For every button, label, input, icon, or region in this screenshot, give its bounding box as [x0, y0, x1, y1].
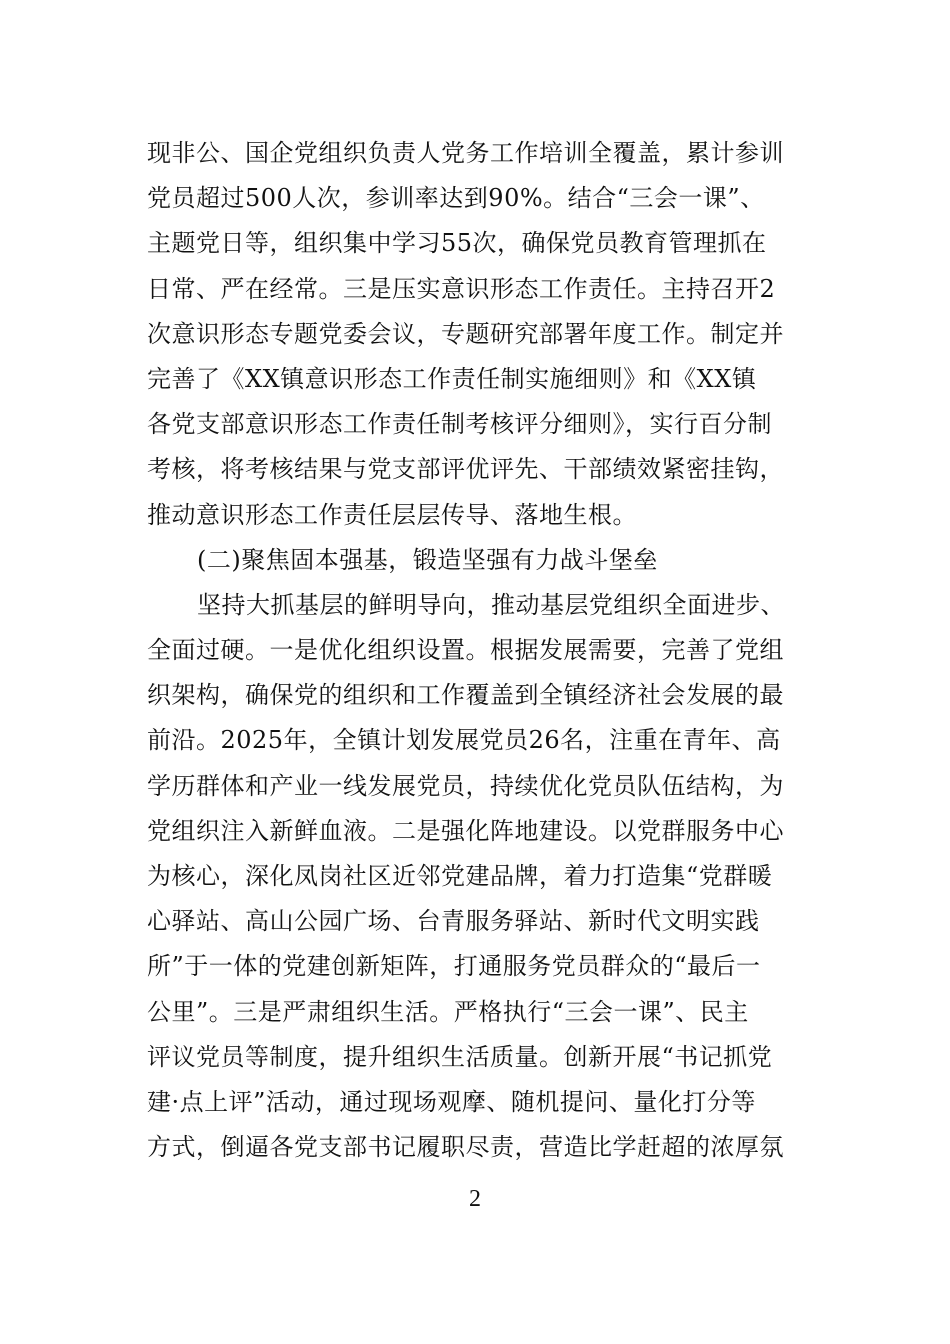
text-line: 方式，倒逼各党支部书记履职尽责，营造比学赶超的浓厚氛 — [147, 1133, 784, 1162]
text-line: 党员超过500人次，参训率达到90%。结合“三会一课”、 — [147, 184, 765, 213]
text-line: 现非公、国企党组织负责人党务工作培训全覆盖，累计参训 — [147, 139, 784, 167]
text-line: 心驿站、高山公园广场、台青服务驿站、新时代文明实践 — [147, 907, 760, 936]
text-line: 前沿。2025年，全镇计划发展党员26名，注重在青年、高 — [147, 726, 781, 755]
section-heading: (二)聚焦固本强基，锻造坚强有力战斗堡垒 — [197, 545, 658, 574]
body-text — [147, 131, 809, 1170]
text-line: 全面过硬。一是优化组织设置。根据发展需要，完善了党组 — [147, 636, 784, 665]
page-number: 2 — [469, 1186, 481, 1212]
text-line: 学历群体和产业一线发展党员，持续优化党员队伍结构，为 — [147, 771, 784, 800]
text-line: 建·点上评”活动，通过现场观摩、随机提问、量化打分等 — [147, 1087, 756, 1116]
text-line: 织架构，确保党的组织和工作覆盖到全镇经济社会发展的最 — [147, 681, 784, 710]
text-line: 为核心，深化凤岗社区近邻党建品牌，着力打造集“党群暖 — [147, 862, 773, 890]
text-line: 评议党员等制度，提升组织生活质量。创新开展“书记抓党 — [147, 1042, 773, 1071]
text-line: 次意识形态专题党委会议，专题研究部署年度工作。制定并 — [147, 319, 784, 348]
text-line: 完善了《XX镇意识形态工作责任制实施细则》和《XX镇 — [147, 364, 757, 393]
text-line: 日常、严在经常。三是压实意识形态工作责任。主持召开2 — [147, 274, 776, 303]
text-line: 考核，将考核结果与党支部评优评先、干部绩效紧密挂钩， — [147, 455, 784, 484]
text-line: 公里”。三是严肃组织生活。严格执行“三会一课”、民主 — [147, 997, 749, 1026]
text-line: 党组织注入新鲜血液。二是强化阵地建设。以党群服务中心 — [147, 816, 784, 845]
text-line: 坚持大抓基层的鲜明导向，推动基层党组织全面进步、 — [197, 590, 785, 619]
text-line: 各党支部意识形态工作责任制考核评分细则》，实行百分制 — [147, 410, 772, 439]
text-line: 所”于一体的党建创新矩阵，打通服务党员群众的“最后一 — [147, 952, 761, 981]
text-line: 主题党日等，组织集中学习55次，确保党员教育管理抓在 — [147, 229, 767, 258]
text-line: 推动意识形态工作责任层层传导、落地生根。 — [147, 500, 637, 529]
